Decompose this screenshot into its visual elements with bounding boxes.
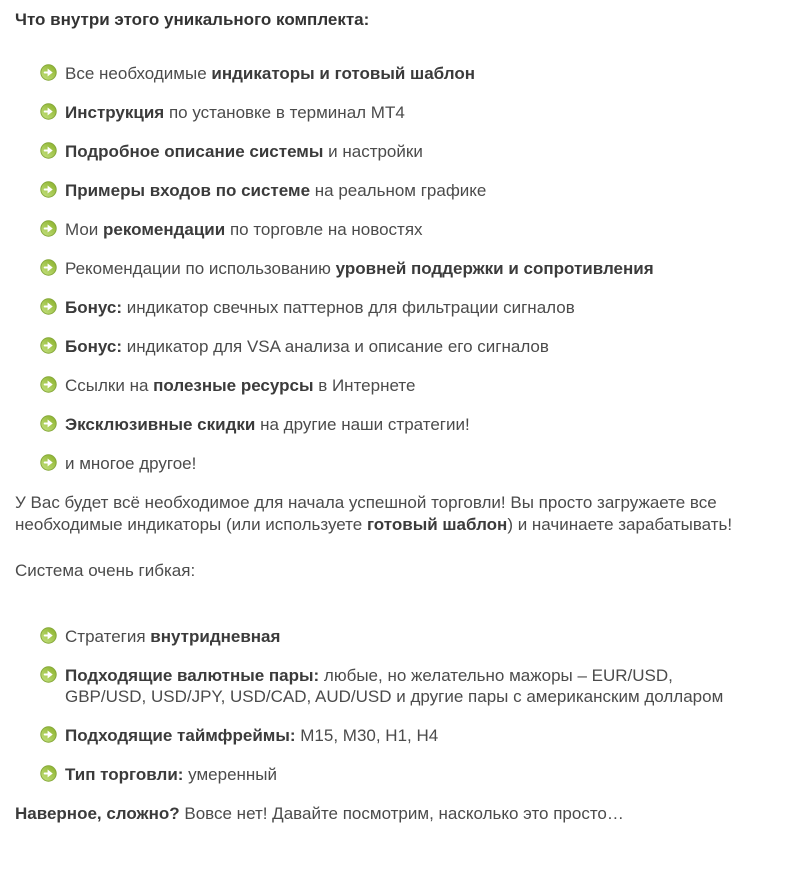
closing-paragraph — [15, 803, 778, 825]
text-segment: Вовсе нет! Давайте посмотрим, насколько это просто… — [179, 804, 624, 823]
text-segment: и настройки — [323, 142, 423, 161]
bold-text-segment: Примеры входов по системе — [65, 181, 311, 200]
list-item — [40, 764, 740, 785]
bold-text-segment: Бонус: — [65, 337, 123, 356]
list-item — [40, 414, 740, 435]
text-segment: на реальном графике — [310, 181, 487, 200]
arrow-right-circle-icon — [40, 181, 57, 198]
bold-text-segment: Бонус: — [65, 298, 123, 317]
text-segment: на другие наши стратегии! — [255, 415, 470, 434]
text-segment: Рекомендации по использованию — [65, 259, 336, 278]
list-item-text — [65, 102, 405, 123]
intro-paragraph — [15, 492, 778, 536]
kit-contents-list — [15, 63, 778, 474]
arrow-right-circle-icon — [40, 298, 57, 315]
list-item-text — [65, 665, 735, 707]
arrow-right-circle-icon — [40, 376, 57, 393]
system-features-list — [15, 626, 778, 785]
list-item-text — [65, 626, 280, 647]
arrow-right-circle-icon — [40, 415, 57, 432]
bold-text-segment: индикаторы и готовый шаблон — [211, 64, 475, 83]
list-item-text — [65, 258, 654, 279]
text-segment: У Вас будет всё необходимое для начала успешной торговли! Вы просто загружаете все необходимые индикаторы (или используете — [15, 493, 717, 534]
text-segment: Мои — [65, 220, 104, 239]
list-item — [40, 141, 740, 162]
arrow-right-circle-icon — [40, 666, 57, 683]
bold-text-segment: Инструкция — [65, 103, 165, 122]
list-item — [40, 63, 740, 84]
list-item — [40, 453, 740, 474]
text-segment: любые, но желательно мажоры – EUR/USD, GBP/USD, USD/JPY, USD/CAD, AUD/USD и другие пары с американским долларом — [65, 666, 724, 706]
list-item — [40, 626, 740, 647]
bold-text-segment: рекомендации — [103, 220, 226, 239]
bold-text-segment: Тип торговли: — [65, 765, 184, 784]
text-segment: по торговле на новостях — [225, 220, 423, 239]
page-title: Что внутри этого уникального комплекта: — [15, 10, 370, 29]
list-item-text — [65, 375, 415, 396]
list-item — [40, 102, 740, 123]
text-segment: Стратегия — [65, 627, 151, 646]
text-segment: Все необходимые — [65, 64, 212, 83]
list-item — [40, 336, 740, 357]
list-item — [40, 258, 740, 279]
list-item-text — [65, 764, 277, 785]
list-item — [40, 665, 740, 707]
list-item-text — [65, 63, 475, 84]
text-segment: индикатор для VSA анализа и описание его сигналов — [122, 337, 549, 356]
text-segment: в Интернете — [313, 376, 416, 395]
bold-text-segment: Подробное описание системы — [65, 142, 324, 161]
arrow-right-circle-icon — [40, 765, 57, 782]
arrow-right-circle-icon — [40, 142, 57, 159]
arrow-right-circle-icon — [40, 103, 57, 120]
list-item — [40, 297, 740, 318]
list-item — [40, 375, 740, 396]
text-segment: умеренный — [183, 765, 278, 784]
text-segment: M15, M30, H1, H4 — [295, 726, 439, 745]
list-item — [40, 180, 740, 201]
text-segment: и многое другое! — [65, 454, 197, 473]
list-item-text — [65, 141, 423, 162]
list-item — [40, 725, 740, 746]
arrow-right-circle-icon — [40, 726, 57, 743]
bold-text-segment: полезные ресурсы — [153, 376, 314, 395]
text-segment: индикатор свечных паттернов для фильтрации сигналов — [122, 298, 575, 317]
bold-text-segment: Наверное, сложно? — [15, 804, 180, 823]
list-item-text — [65, 336, 549, 357]
arrow-right-circle-icon — [40, 64, 57, 81]
bold-text-segment: Подходящие валютные пары: — [65, 666, 320, 685]
list-item-text — [65, 297, 575, 318]
arrow-right-circle-icon — [40, 337, 57, 354]
list-item-text — [65, 180, 486, 201]
list-item-text — [65, 414, 470, 435]
arrow-right-circle-icon — [40, 259, 57, 276]
arrow-right-circle-icon — [40, 627, 57, 644]
bold-text-segment: внутридневная — [150, 627, 281, 646]
text-segment: ) и начинаете зарабатывать! — [507, 515, 733, 534]
list-item-text — [65, 219, 423, 240]
list-item — [40, 219, 740, 240]
bold-text-segment: уровней поддержки и сопротивления — [335, 259, 654, 278]
list-item-text — [65, 453, 196, 474]
bold-text-segment: Подходящие таймфреймы: — [65, 726, 296, 745]
list-item-text — [65, 725, 438, 746]
arrow-right-circle-icon — [40, 454, 57, 471]
bold-text-segment: готовый шаблон — [366, 515, 508, 534]
bold-text-segment: Эксклюзивные скидки — [65, 415, 256, 434]
system-flexible-text: Система очень гибкая: — [15, 561, 196, 580]
arrow-right-circle-icon — [40, 220, 57, 237]
text-segment: по установке в терминал MT4 — [164, 103, 405, 122]
text-segment: Ссылки на — [65, 376, 154, 395]
